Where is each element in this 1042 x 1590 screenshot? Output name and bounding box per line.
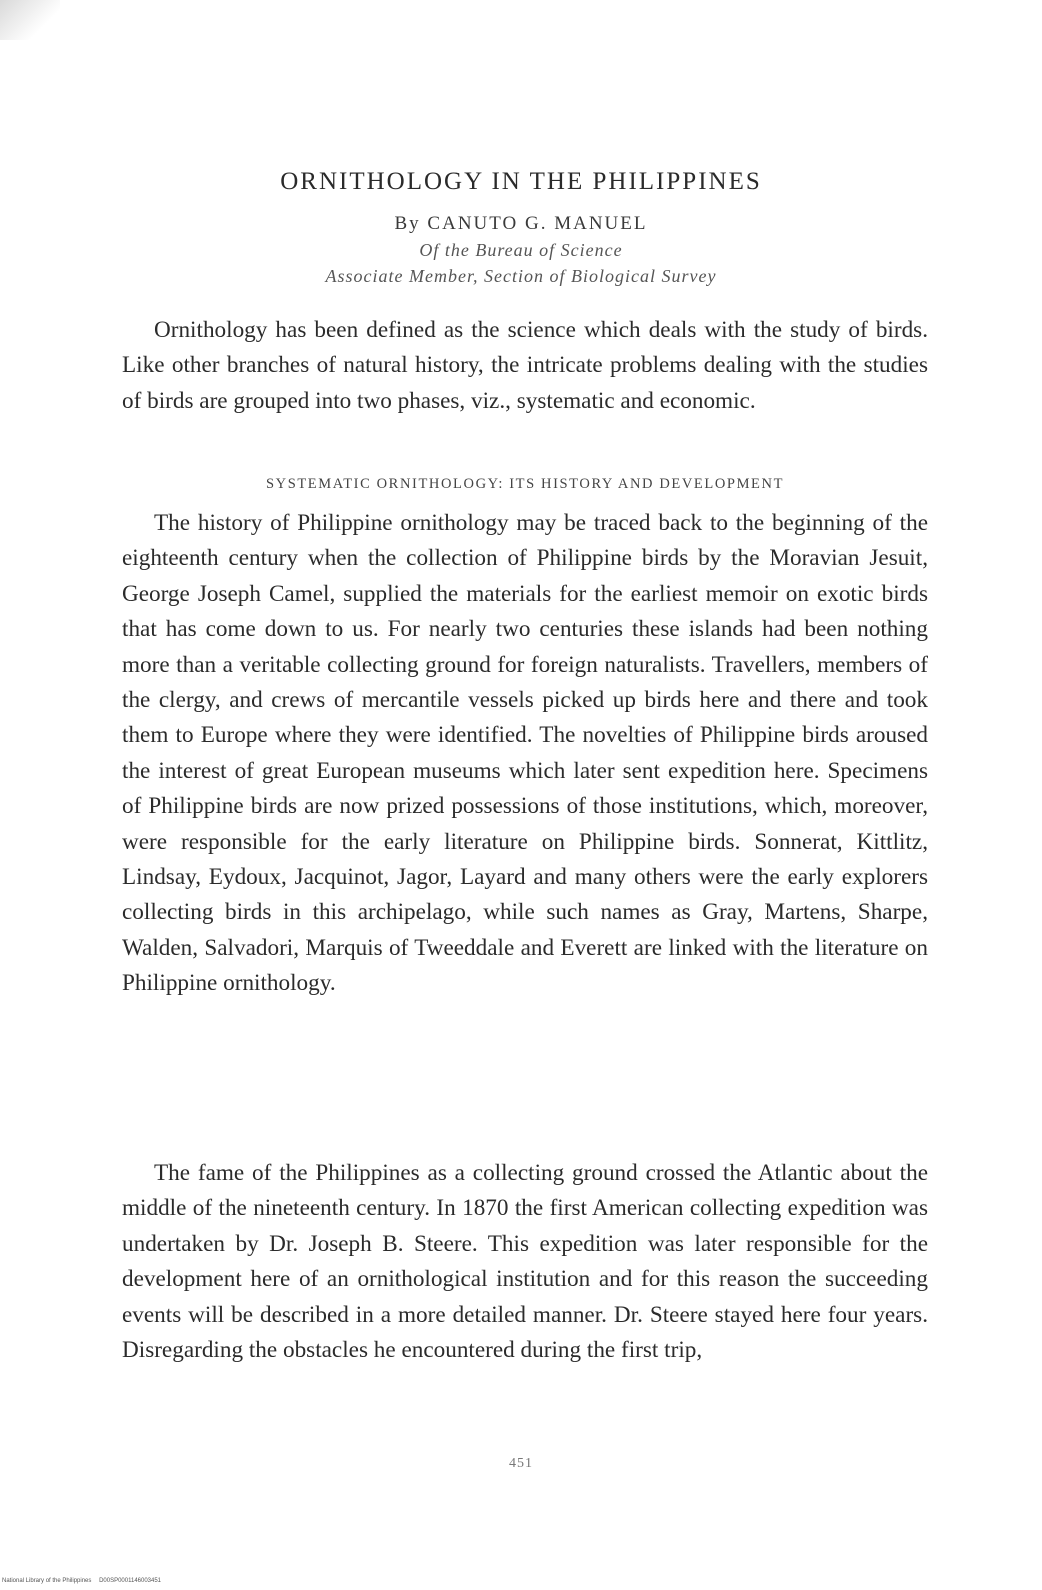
footer-library: National Library of the Philippines xyxy=(2,1578,92,1584)
intro-paragraph: Ornithology has been defined as the science which deals with the study of birds. Like other branches of natural history, the intricate problems dealing with the studies of birds are grouped into two phases, viz., systematic and economic. xyxy=(122,317,928,414)
page-number: 451 xyxy=(509,1456,533,1471)
article-title: ORNITHOLOGY IN THE PHILIPPINES xyxy=(280,168,762,195)
author-affiliation-bureau: Of the Bureau of Science xyxy=(419,240,623,260)
author-affiliation-section: Associate Member, Section of Biological Survey xyxy=(325,266,717,286)
section-heading: SYSTEMATIC ORNITHOLOGY: ITS HISTORY AND DEVELOPMENT xyxy=(265,476,785,492)
history-paragraph: The history of Philippine ornithology may be traced back to the beginning of the eighteenth century when the collection of Philippine birds by the Moravian Jesuit, George Joseph Camel, supplied the materials for the earliest memoir on exotic birds that has come down to us. For nearly two centuries these islands had been nothing more than a veritable collecting ground for foreign naturalists. Travellers, members of the clergy, and crews of mercantile vessels picked up birds here and there and took them to Europe where they were identified. The novelties of Philippine birds aroused the interest of great European museums which later sent expedition here. Specimens of Philippine birds are now prized possessions of those institutions, which, moreover, were responsible for the early literature on Philippine birds. Sonnerat, Kittlitz, Lindsay, Eydoux, Jacquinot, Jagor, Layard and many others were the early explorers collecting birds in this archipelago, while such names as Gray, Martens, Sharpe, Walden, Salvadori, Marquis of Tweeddale and Everett are linked with the literature on Philippine ornithology. xyxy=(122,510,928,997)
scan-footer xyxy=(2,1578,161,1584)
american-expedition-paragraph: The fame of the Philippines as a collecting ground crossed the Atlantic about the middle of the nineteenth century. In 1870 the first American collecting expedition was undertaken by Dr. Joseph B. Steere. This expedition was later responsible for the development here of an ornithological institution and for this reason the succeeding events will be described in a more detailed manner. Dr. Steere stayed here four years. Disregarding the obstacles he encountered during the first trip, xyxy=(122,1160,928,1364)
author-byline: By CANUTO G. MANUEL xyxy=(394,213,648,234)
footer-code: D00SP0001146003451 xyxy=(99,1578,162,1584)
scan-shadow xyxy=(0,0,60,40)
